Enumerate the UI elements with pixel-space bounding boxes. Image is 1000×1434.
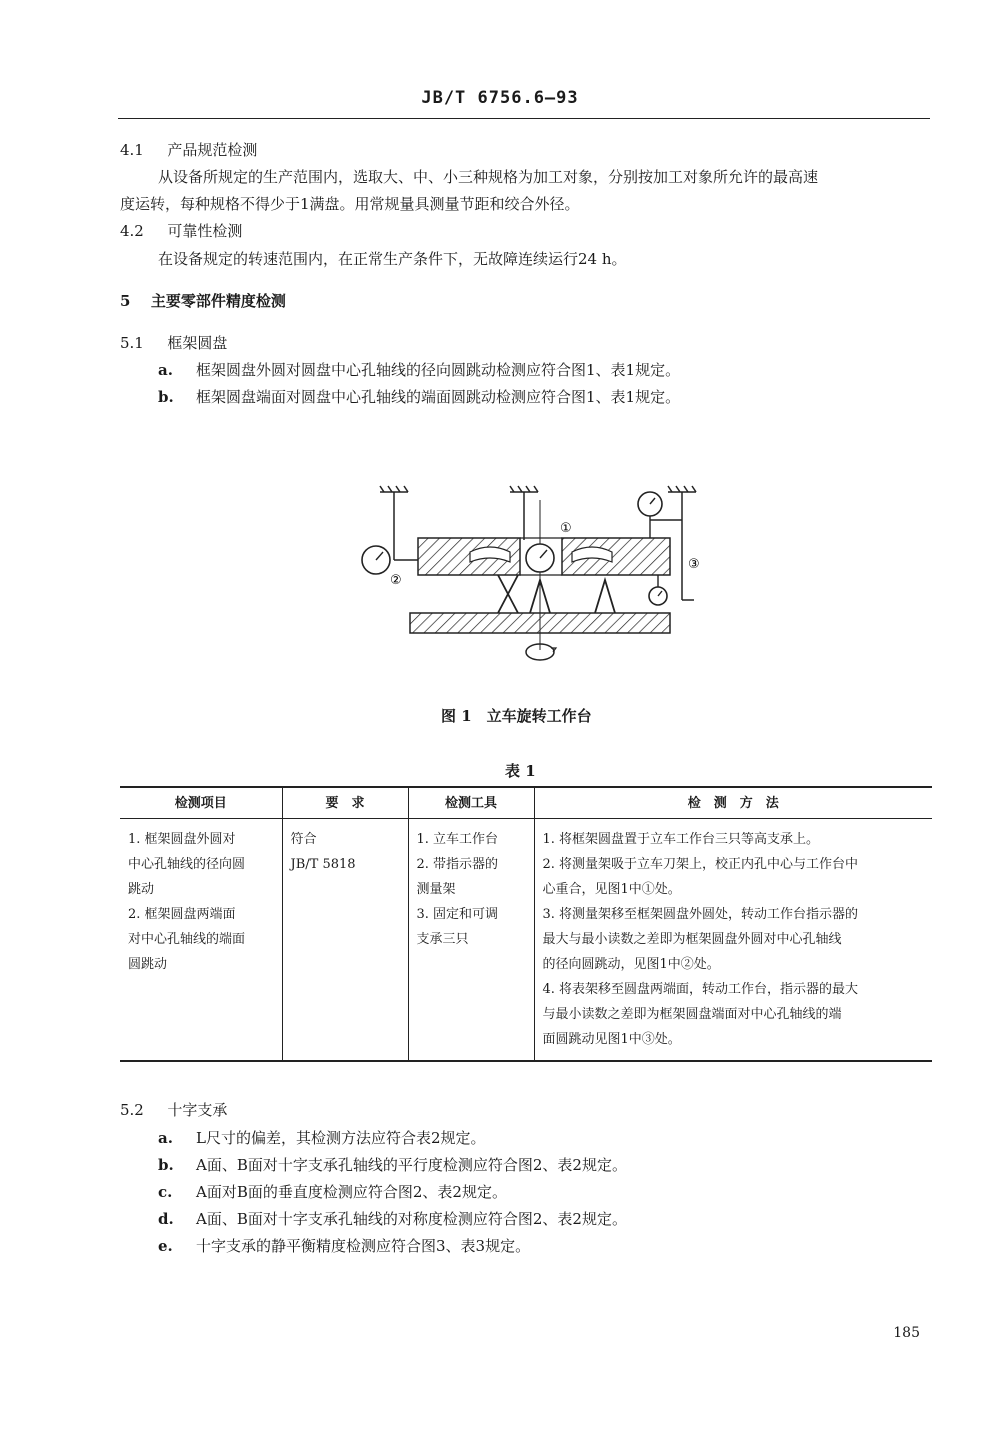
column-header: 检 测 方 法 [534, 787, 932, 819]
section-title: 主要零部件精度检测 [150, 292, 286, 310]
paragraph-line: 从设备所规定的生产范围内，选取大、中、小三种规格为加工对象，分别按加工对象所允许的最高速 [158, 168, 819, 186]
list-item [158, 1128, 486, 1148]
item-text: 框架圆盘端面对圆盘中心孔轴线的端面圆跳动检测应符合图1、表1规定。 [196, 388, 681, 406]
cell-line: 3. 将测量架移至框架圆盘外圆处，转动工作台指示器的 [542, 907, 859, 922]
section-number: 5 [120, 292, 131, 310]
section-title: 产品规范检测 [167, 141, 258, 159]
cell-method [534, 819, 932, 1062]
standard-number: JB/T 6756.6—93 [421, 88, 579, 108]
paragraph-line: 度运转，每种规格不得少于1满盘。用常规量具测量节距和绞合外径。 [120, 195, 580, 213]
cell-line: 圆跳动 [128, 957, 168, 972]
list-item [158, 360, 680, 380]
cell-line: 跳动 [128, 882, 155, 897]
section-5-1-heading [120, 333, 227, 353]
paragraph-line: 在设备规定的转速范围内，在正常生产条件下，无故障连续运行24 h。 [158, 250, 627, 268]
section-number: 5.1 [120, 334, 144, 352]
marker-3: ③ [688, 557, 700, 572]
section-number: 4.1 [120, 141, 144, 159]
cell-line: 1. 立车工作台 [416, 832, 499, 847]
list-item [158, 387, 680, 407]
item-text: A面、B面对十字支承孔轴线的对称度检测应符合图2、表2规定。 [196, 1210, 627, 1228]
cell-line: 中心孔轴线的径向圆 [128, 857, 246, 872]
item-letter: a. [158, 1129, 173, 1147]
section-number: 5.2 [120, 1101, 144, 1119]
item-text: L尺寸的偏差，其检测方法应符合表2规定。 [196, 1129, 486, 1147]
cell-line: 面圆跳动见图1中③处。 [542, 1032, 681, 1047]
table-1 [120, 786, 932, 1062]
item-letter: b. [158, 388, 174, 406]
section-title: 可靠性检测 [167, 222, 243, 240]
item-text: 十字支承的静平衡精度检测应符合图3、表3规定。 [196, 1237, 531, 1255]
marker-2: ② [390, 573, 402, 588]
item-text: A面对B面的垂直度检测应符合图2、表2规定。 [196, 1183, 507, 1201]
cell-line: 2. 带指示器的 [416, 857, 499, 872]
list-item [158, 1182, 507, 1202]
cell-line: 的径向圆跳动，见图1中②处。 [542, 957, 720, 972]
section-title: 框架圆盘 [167, 334, 228, 352]
item-letter: b. [158, 1156, 174, 1174]
section-5-heading [120, 291, 286, 311]
cell-line: 1. 框架圆盘外圆对 [128, 832, 236, 847]
item-text: 框架圆盘外圆对圆盘中心孔轴线的径向圆跳动检测应符合图1、表1规定。 [196, 361, 681, 379]
list-item [158, 1236, 530, 1256]
list-item [158, 1209, 627, 1229]
table-row [120, 819, 932, 1062]
cell-line: 测量架 [416, 882, 456, 897]
figure-1-diagram [350, 480, 710, 670]
marker-1: ① [560, 521, 572, 536]
cell-line: 支承三只 [416, 932, 469, 947]
section-4-2-heading [120, 221, 242, 241]
cell-line: 最大与最小读数之差即为框架圆盘外圆对中心孔轴线 [542, 932, 842, 947]
cell-inspection-item [120, 819, 282, 1062]
item-letter: e. [158, 1237, 173, 1255]
cell-line: 1. 将框架圆盘置于立车工作台三只等高支承上。 [542, 832, 820, 847]
item-letter: a. [158, 361, 173, 379]
cell-tools [408, 819, 534, 1062]
section-5-2-heading [120, 1100, 227, 1120]
cell-line: JB/T 5818 [290, 857, 356, 872]
cell-line: 4. 将表架移至圆盘两端面，转动工作台，指示器的最大 [542, 982, 859, 997]
cell-line: 2. 将测量架吸于立车刀架上，校正内孔中心与工作台中 [542, 857, 859, 872]
figure-1-caption: 图 1 立车旋转工作台 [441, 707, 592, 725]
column-header: 要 求 [282, 787, 408, 819]
column-header: 检测项目 [120, 787, 282, 819]
header-rule [118, 118, 930, 119]
cell-line: 对中心孔轴线的端面 [128, 932, 246, 947]
section-number: 4.2 [120, 222, 144, 240]
item-text: A面、B面对十字支承孔轴线的平行度检测应符合图2、表2规定。 [196, 1156, 627, 1174]
cell-line: 2. 框架圆盘两端面 [128, 907, 236, 922]
list-item [158, 1155, 627, 1175]
section-title: 十字支承 [167, 1101, 228, 1119]
cell-line: 3. 固定和可调 [416, 907, 499, 922]
table-1-title: 表 1 [505, 762, 536, 780]
cell-requirement [282, 819, 408, 1062]
table-header-row [120, 787, 932, 819]
page-number: 185 [893, 1325, 920, 1341]
section-4-1-heading [120, 140, 257, 160]
column-header: 检测工具 [408, 787, 534, 819]
item-letter: d. [158, 1210, 174, 1228]
cell-line: 符合 [290, 832, 317, 847]
item-letter: c. [158, 1183, 173, 1201]
cell-line: 与最小读数之差即为框架圆盘端面对中心孔轴线的端 [542, 1007, 842, 1022]
cell-line: 心重合，见图1中①处。 [542, 882, 681, 897]
